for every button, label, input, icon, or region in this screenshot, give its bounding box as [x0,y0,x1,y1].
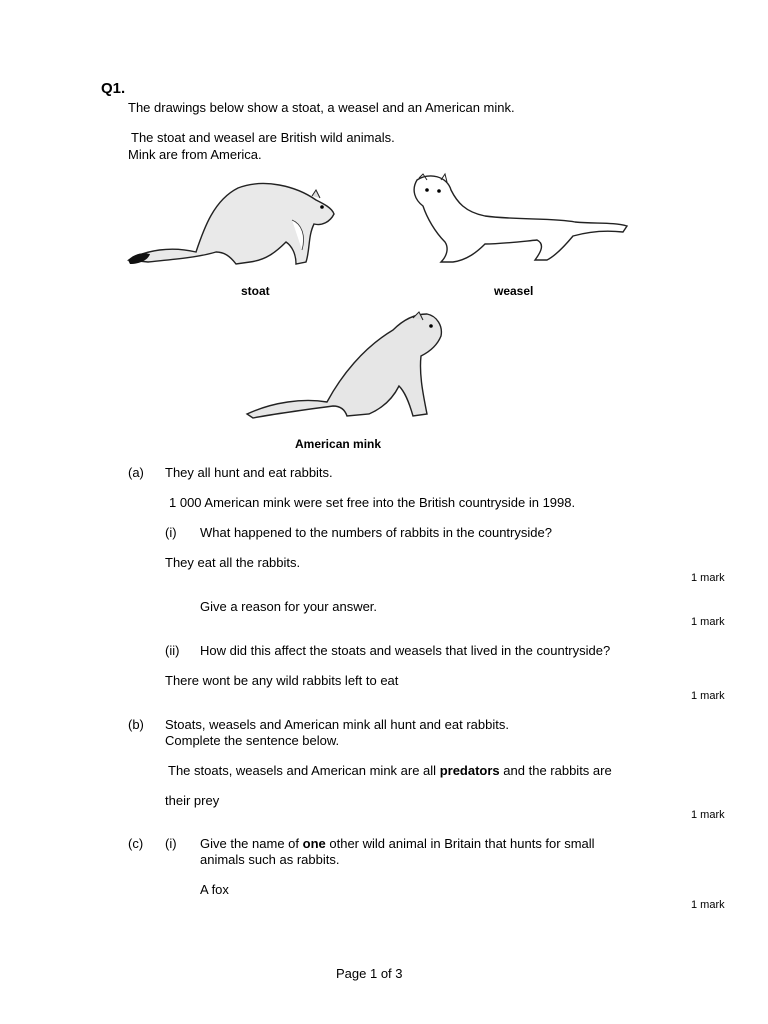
part-c-question [200,836,595,852]
mark-a-ii: 1 mark [691,690,725,702]
part-c-answer: A fox [200,882,229,897]
part-b-sentence [168,763,612,779]
part-a-label: (a) [128,465,144,480]
sentence-end: and the rabbits are [503,763,612,778]
sentence-start: The stoats, weasels and American mink are all [168,763,437,778]
intro-text-2: The stoat and weasel are British wild animals. [131,130,395,145]
weasel-label: weasel [494,284,534,298]
question-start: Give the name of [200,836,299,851]
intro-text-3: Mink are from America. [128,147,262,162]
weasel-image [405,172,633,270]
part-a-ii-question: How did this affect the stoats and weasels that lived in the countryside? [200,643,611,658]
stoat-label: stoat [241,284,270,298]
part-c-question-line-2: animals such as rabbits. [200,852,340,867]
part-b-stem-2: Complete the sentence below. [165,733,340,748]
page-number: Page 1 of 3 [336,966,403,981]
intro-text: The drawings below show a stoat, a weasel and an American mink. [128,100,515,115]
mark-b: 1 mark [691,809,725,821]
american-mink-image [243,310,448,422]
part-b-label: (b) [128,717,144,732]
mink-label: American mink [295,437,382,451]
part-c-label: (c) [128,836,144,851]
part-a-stem-2: 1 000 American mink were set free into the British countryside in 1998. [169,495,576,510]
question-number: Q1. [101,80,126,97]
part-b-stem: Stoats, weasels and American mink all hunt and eat rabbits. [165,717,509,732]
mark-c: 1 mark [691,899,725,911]
part-a-i-label: (i) [165,525,177,540]
part-a-ii-label: (ii) [165,643,180,658]
part-a-ii-answer: There wont be any wild rabbits left to eat [165,673,399,688]
mark-a-reason: 1 mark [691,616,725,628]
stoat-image [126,180,346,270]
part-c-i-label: (i) [165,836,177,851]
sentence-bold-word: predators [439,763,500,778]
question-end: other wild animal in Britain that hunts for small [329,836,595,851]
part-a-reason-prompt: Give a reason for your answer. [200,599,378,614]
part-b-sentence-line-2: their prey [165,793,220,808]
mark-a-i: 1 mark [691,572,725,584]
part-a-i-answer: They eat all the rabbits. [165,555,301,570]
part-a-i-question: What happened to the numbers of rabbits in the countryside? [200,525,552,540]
part-a-stem: They all hunt and eat rabbits. [165,465,333,480]
question-bold-word: one [302,836,326,851]
